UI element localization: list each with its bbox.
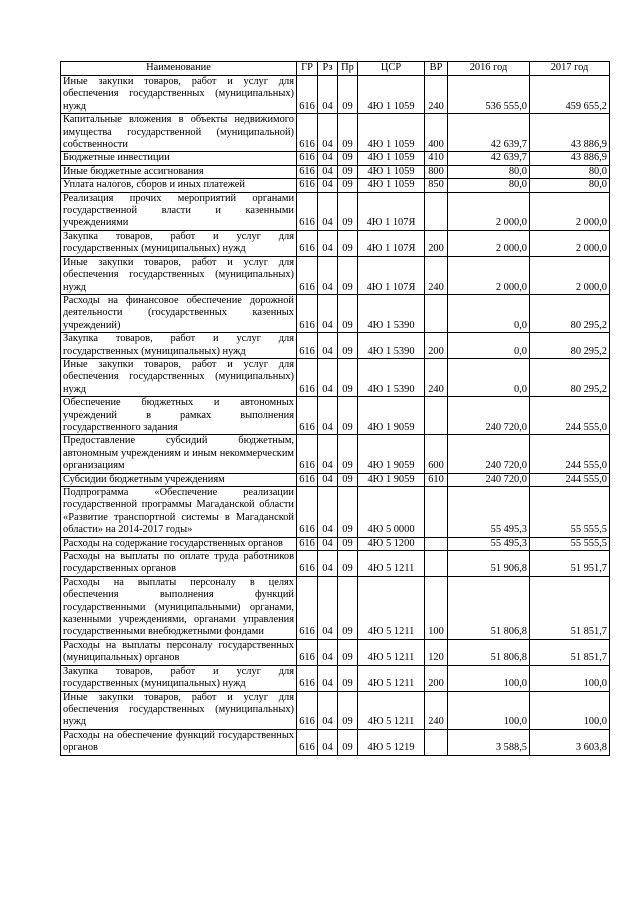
row-2016-cell: 51 906,8 [448, 551, 530, 577]
row-rz-cell: 04 [318, 435, 338, 473]
row-pr-cell: 09 [338, 729, 358, 755]
row-rz-cell: 04 [318, 76, 338, 114]
row-vr-cell: 200 [425, 333, 448, 359]
header-csr: ЦСР [358, 62, 425, 76]
row-pr-cell: 09 [338, 192, 358, 230]
table-row [61, 192, 610, 230]
row-rz-cell: 04 [318, 487, 338, 538]
row-rz-cell: 04 [318, 114, 338, 152]
row-name-cell: Расходы на финансовое обеспечение дорожной деятельности (государственных казенных учреждений) [61, 294, 297, 332]
table-header-row [61, 62, 610, 76]
table-row [61, 551, 610, 577]
row-csr-cell: 4Ю 1 107Я [358, 230, 425, 256]
row-gr-cell: 616 [297, 165, 318, 178]
row-rz-cell: 04 [318, 333, 338, 359]
table-row [61, 358, 610, 396]
table-row [61, 256, 610, 294]
row-csr-cell: 4Ю 1 1059 [358, 179, 425, 192]
row-2017-cell: 43 886,9 [530, 152, 610, 165]
row-2017-cell: 2 000,0 [530, 230, 610, 256]
table-row [61, 76, 610, 114]
row-gr-cell: 616 [297, 639, 318, 665]
row-gr-cell: 616 [297, 333, 318, 359]
row-rz-cell: 04 [318, 691, 338, 729]
table-row [61, 665, 610, 691]
row-name-cell: Субсидии бюджетным учреждениям [61, 473, 297, 486]
row-pr-cell: 09 [338, 576, 358, 639]
row-csr-cell: 4Ю 5 1211 [358, 665, 425, 691]
row-2016-cell: 2 000,0 [448, 192, 530, 230]
row-vr-cell: 240 [425, 256, 448, 294]
row-vr-cell: 400 [425, 114, 448, 152]
row-rz-cell: 04 [318, 473, 338, 486]
row-rz-cell: 04 [318, 397, 338, 435]
row-csr-cell: 4Ю 5 1211 [358, 576, 425, 639]
row-rz-cell: 04 [318, 294, 338, 332]
row-csr-cell: 4Ю 1 1059 [358, 165, 425, 178]
table-row [61, 230, 610, 256]
row-name-cell: Реализация прочих мероприятий органами государственной власти и казенными учреждениями [61, 192, 297, 230]
row-2017-cell: 80 295,2 [530, 294, 610, 332]
row-rz-cell: 04 [318, 729, 338, 755]
row-vr-cell: 240 [425, 76, 448, 114]
row-rz-cell: 04 [318, 152, 338, 165]
row-2016-cell: 100,0 [448, 665, 530, 691]
row-name-cell: Иные закупки товаров, работ и услуг для обеспечения государственных (муниципальных) нужд [61, 76, 297, 114]
row-gr-cell: 616 [297, 473, 318, 486]
table-row [61, 473, 610, 486]
row-gr-cell: 616 [297, 665, 318, 691]
table-row [61, 333, 610, 359]
row-gr-cell: 616 [297, 256, 318, 294]
row-csr-cell: 4Ю 1 1059 [358, 114, 425, 152]
row-gr-cell: 616 [297, 230, 318, 256]
row-rz-cell: 04 [318, 256, 338, 294]
row-name-cell: Иные закупки товаров, работ и услуг для обеспечения государственных (муниципальных) нужд [61, 691, 297, 729]
header-pr: Пр [338, 62, 358, 76]
row-2017-cell: 244 555,0 [530, 473, 610, 486]
row-gr-cell: 616 [297, 576, 318, 639]
row-2017-cell: 51 951,7 [530, 551, 610, 577]
row-vr-cell: 410 [425, 152, 448, 165]
row-pr-cell: 09 [338, 76, 358, 114]
row-pr-cell: 09 [338, 152, 358, 165]
row-2017-cell: 459 655,2 [530, 76, 610, 114]
row-gr-cell: 616 [297, 76, 318, 114]
row-gr-cell: 616 [297, 358, 318, 396]
row-2016-cell: 80,0 [448, 165, 530, 178]
table-row [61, 294, 610, 332]
row-2017-cell: 80,0 [530, 165, 610, 178]
row-gr-cell: 616 [297, 537, 318, 550]
row-csr-cell: 4Ю 1 107Я [358, 256, 425, 294]
table-row [61, 179, 610, 192]
row-rz-cell: 04 [318, 179, 338, 192]
row-vr-cell [425, 537, 448, 550]
row-vr-cell [425, 729, 448, 755]
table-row [61, 435, 610, 473]
row-pr-cell: 09 [338, 639, 358, 665]
row-name-cell: Расходы на выплаты по оплате труда работников государственных органов [61, 551, 297, 577]
row-vr-cell [425, 397, 448, 435]
row-csr-cell: 4Ю 1 9059 [358, 435, 425, 473]
row-csr-cell: 4Ю 5 1211 [358, 691, 425, 729]
row-2017-cell: 80 295,2 [530, 358, 610, 396]
row-2016-cell: 240 720,0 [448, 473, 530, 486]
table-row [61, 576, 610, 639]
row-2016-cell: 55 495,3 [448, 487, 530, 538]
table-row [61, 537, 610, 550]
row-2016-cell: 2 000,0 [448, 230, 530, 256]
header-2016: 2016 год [448, 62, 530, 76]
header-name: Наименование [61, 62, 297, 76]
row-pr-cell: 09 [338, 114, 358, 152]
row-name-cell: Расходы на обеспечение функций государственных органов [61, 729, 297, 755]
row-csr-cell: 4Ю 1 5390 [358, 358, 425, 396]
row-name-cell: Расходы на содержание государственных органов [61, 537, 297, 550]
row-2016-cell: 240 720,0 [448, 435, 530, 473]
row-2016-cell: 51 806,8 [448, 639, 530, 665]
table-row [61, 487, 610, 538]
row-csr-cell: 4Ю 5 1200 [358, 537, 425, 550]
document-page [60, 61, 609, 756]
row-pr-cell: 09 [338, 358, 358, 396]
header-rz: Рз [318, 62, 338, 76]
row-pr-cell: 09 [338, 256, 358, 294]
row-pr-cell: 09 [338, 333, 358, 359]
row-pr-cell: 09 [338, 487, 358, 538]
row-rz-cell: 04 [318, 639, 338, 665]
row-rz-cell: 04 [318, 551, 338, 577]
row-vr-cell: 600 [425, 435, 448, 473]
header-2017: 2017 год [530, 62, 610, 76]
row-name-cell: Расходы на выплаты персоналу государственных (муниципальных) органов [61, 639, 297, 665]
table-row [61, 397, 610, 435]
row-csr-cell: 4Ю 1 107Я [358, 192, 425, 230]
row-2017-cell: 80,0 [530, 179, 610, 192]
row-pr-cell: 09 [338, 165, 358, 178]
row-2016-cell: 51 806,8 [448, 576, 530, 639]
row-2017-cell: 2 000,0 [530, 192, 610, 230]
row-gr-cell: 616 [297, 114, 318, 152]
row-name-cell: Закупка товаров, работ и услуг для государственных (муниципальных) нужд [61, 333, 297, 359]
row-2016-cell: 2 000,0 [448, 256, 530, 294]
row-2017-cell: 55 555,5 [530, 487, 610, 538]
row-csr-cell: 4Ю 1 9059 [358, 473, 425, 486]
row-gr-cell: 616 [297, 294, 318, 332]
row-csr-cell: 4Ю 5 1211 [358, 551, 425, 577]
row-vr-cell [425, 192, 448, 230]
row-vr-cell [425, 294, 448, 332]
row-2017-cell: 3 603,8 [530, 729, 610, 755]
row-pr-cell: 09 [338, 397, 358, 435]
table-row [61, 165, 610, 178]
row-2016-cell: 536 555,0 [448, 76, 530, 114]
row-name-cell: Расходы на выплаты персоналу в целях обеспечения выполнения функций государственными (муниципальными) органами, казенными учреждениями, органами управления государственными внебюджетными фондами [61, 576, 297, 639]
row-name-cell: Предоставление субсидий бюджетным, автономным учреждениям и иным некоммерческим организациям [61, 435, 297, 473]
row-vr-cell: 200 [425, 230, 448, 256]
row-name-cell: Иные бюджетные ассигнования [61, 165, 297, 178]
row-csr-cell: 4Ю 5 1211 [358, 639, 425, 665]
row-rz-cell: 04 [318, 537, 338, 550]
row-pr-cell: 09 [338, 435, 358, 473]
table-row [61, 114, 610, 152]
row-2017-cell: 100,0 [530, 691, 610, 729]
row-rz-cell: 04 [318, 358, 338, 396]
row-2017-cell: 55 555,5 [530, 537, 610, 550]
row-2017-cell: 2 000,0 [530, 256, 610, 294]
row-vr-cell: 120 [425, 639, 448, 665]
row-2016-cell: 42 639,7 [448, 114, 530, 152]
row-gr-cell: 616 [297, 192, 318, 230]
row-csr-cell: 4Ю 5 0000 [358, 487, 425, 538]
table-row [61, 729, 610, 755]
row-name-cell: Закупка товаров, работ и услуг для государственных (муниципальных) нужд [61, 230, 297, 256]
row-pr-cell: 09 [338, 551, 358, 577]
row-pr-cell: 09 [338, 665, 358, 691]
row-2016-cell: 55 495,3 [448, 537, 530, 550]
row-vr-cell: 800 [425, 165, 448, 178]
row-2016-cell: 240 720,0 [448, 397, 530, 435]
row-pr-cell: 09 [338, 179, 358, 192]
row-rz-cell: 04 [318, 576, 338, 639]
row-name-cell: Иные закупки товаров, работ и услуг для обеспечения государственных (муниципальных) нужд [61, 358, 297, 396]
row-gr-cell: 616 [297, 691, 318, 729]
table-row [61, 691, 610, 729]
row-csr-cell: 4Ю 1 1059 [358, 152, 425, 165]
row-rz-cell: 04 [318, 165, 338, 178]
row-gr-cell: 616 [297, 397, 318, 435]
row-vr-cell: 200 [425, 665, 448, 691]
row-csr-cell: 4Ю 1 9059 [358, 397, 425, 435]
row-gr-cell: 616 [297, 729, 318, 755]
row-vr-cell [425, 487, 448, 538]
budget-table [60, 61, 610, 756]
row-csr-cell: 4Ю 5 1219 [358, 729, 425, 755]
row-pr-cell: 09 [338, 473, 358, 486]
row-2016-cell: 3 588,5 [448, 729, 530, 755]
row-pr-cell: 09 [338, 691, 358, 729]
row-gr-cell: 616 [297, 435, 318, 473]
row-name-cell: Подпрограмма «Обеспечение реализации государственной программы Магаданской области «Развитие транспортной системы в Магаданской области» на 2014-2017 годы» [61, 487, 297, 538]
row-2016-cell: 0,0 [448, 358, 530, 396]
row-name-cell: Уплата налогов, сборов и иных платежей [61, 179, 297, 192]
row-vr-cell: 100 [425, 576, 448, 639]
row-name-cell: Бюджетные инвестиции [61, 152, 297, 165]
row-gr-cell: 616 [297, 152, 318, 165]
row-2017-cell: 100,0 [530, 665, 610, 691]
row-2016-cell: 42 639,7 [448, 152, 530, 165]
row-vr-cell: 850 [425, 179, 448, 192]
row-vr-cell: 240 [425, 691, 448, 729]
row-pr-cell: 09 [338, 294, 358, 332]
row-name-cell: Иные закупки товаров, работ и услуг для обеспечения государственных (муниципальных) нужд [61, 256, 297, 294]
row-name-cell: Обеспечение бюджетных и автономных учреждений в рамках выполнения государственного задания [61, 397, 297, 435]
row-gr-cell: 616 [297, 179, 318, 192]
row-vr-cell [425, 551, 448, 577]
row-name-cell: Капитальные вложения в объекты недвижимого имущества государственной (муниципальной) собственности [61, 114, 297, 152]
row-2017-cell: 244 555,0 [530, 435, 610, 473]
row-csr-cell: 4Ю 1 5390 [358, 294, 425, 332]
row-2016-cell: 80,0 [448, 179, 530, 192]
row-2017-cell: 244 555,0 [530, 397, 610, 435]
table-row [61, 152, 610, 165]
row-csr-cell: 4Ю 1 1059 [358, 76, 425, 114]
header-gr: ГР [297, 62, 318, 76]
row-vr-cell: 240 [425, 358, 448, 396]
row-pr-cell: 09 [338, 537, 358, 550]
row-2017-cell: 51 851,7 [530, 639, 610, 665]
row-rz-cell: 04 [318, 665, 338, 691]
header-vr: ВР [425, 62, 448, 76]
row-2017-cell: 43 886,9 [530, 114, 610, 152]
row-csr-cell: 4Ю 1 5390 [358, 333, 425, 359]
row-name-cell: Закупка товаров, работ и услуг для государственных (муниципальных) нужд [61, 665, 297, 691]
row-pr-cell: 09 [338, 230, 358, 256]
row-rz-cell: 04 [318, 192, 338, 230]
row-2016-cell: 100,0 [448, 691, 530, 729]
row-rz-cell: 04 [318, 230, 338, 256]
row-2016-cell: 0,0 [448, 294, 530, 332]
row-vr-cell: 610 [425, 473, 448, 486]
row-2016-cell: 0,0 [448, 333, 530, 359]
table-row [61, 639, 610, 665]
row-2017-cell: 51 851,7 [530, 576, 610, 639]
row-gr-cell: 616 [297, 487, 318, 538]
row-gr-cell: 616 [297, 551, 318, 577]
row-2017-cell: 80 295,2 [530, 333, 610, 359]
